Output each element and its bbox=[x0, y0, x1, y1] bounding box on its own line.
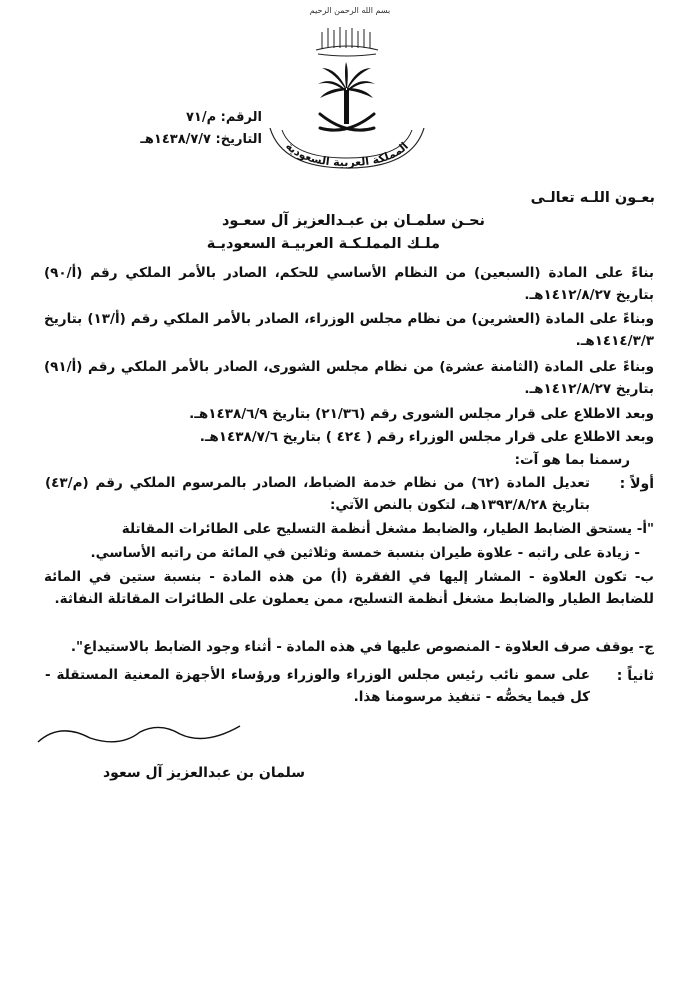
article-1-label: أولاً : bbox=[619, 476, 654, 492]
ref-number-label: الرقم: bbox=[220, 110, 262, 125]
ref-number-value: م/٧١ bbox=[185, 110, 217, 125]
preamble-3: وبناءً على المادة (الثامنة عشرة) من نظام مجلس الشورى، الصادر بالأمر الملكي رقم (أ/٩١) بتاريخ ١٤١٢/٨/٢٧هـ. bbox=[44, 359, 654, 397]
intro-line-3: ملـك المملـكـة العربيـة السعوديـة bbox=[206, 236, 440, 252]
basmala: بسم الله الرحمن الرحيم bbox=[309, 6, 391, 15]
preamble-4: وبعد الاطلاع على قرار مجلس الشورى رقم (٢١/٣٦) بتاريخ ١٤٣٨/٦/٩هـ. bbox=[189, 406, 654, 422]
decree-intro: رسمنا بما هو آت: bbox=[514, 452, 630, 468]
clause-a-1: "أ- يستحق الضابط الطيار، والضابط مشغل أنظمة التسليح على الطائرات المقاتلة bbox=[121, 521, 654, 537]
intro-line-2: نحـن سلمـان بن عبـدالعزيز آل سعـود bbox=[221, 213, 485, 229]
article-2-label: ثانياً : bbox=[616, 668, 654, 684]
handwritten-signature bbox=[30, 712, 250, 752]
saudi-emblem-icon bbox=[262, 18, 432, 170]
shahada-calligraphy bbox=[316, 27, 378, 56]
arch-band bbox=[270, 128, 424, 169]
intro-line-1: بعـون اللـه تعالـى bbox=[530, 190, 655, 206]
clause-c: ج- يوقف صرف العلاوة - المنصوص عليها في هذه المادة - أثناء وجود الضابط بالاستيداع". bbox=[70, 639, 654, 655]
signer-name: سلمان بن عبدالعزيز آل سعود bbox=[102, 765, 305, 781]
svg-text:المملكة العربية السعودية bbox=[283, 140, 411, 170]
clause-b: ب- تكون العلاوة - المشار إليها في الفقرة (أ) من هذه المادة - بنسبة ستين في المائة للضابط الطيار والضابط مشغل أنظمة التسليح، ممن يعملون على الطائرات المقاتلة النفاثة. bbox=[44, 569, 654, 607]
ref-date-row bbox=[112, 129, 262, 151]
article-1-text: تعديل المادة (٦٢) من نظام خدمة الضباط، الصادر بالمرسوم الملكي رقم (م/٤٣) بتاريخ ١٣٩٣/٨/٢٨هـ، لتكون بالنص الآتي: bbox=[45, 475, 591, 513]
emblem-arch-text: المملكة العربية السعودية bbox=[283, 139, 411, 170]
clause-a-2: - زيادة على راتبه - علاوة طيران بنسبة خمسة وثلاثين في المائة من راتبه الأساسي. bbox=[90, 545, 640, 561]
preamble-1: بناءً على المادة (السبعين) من النظام الأساسي للحكم، الصادر بالأمر الملكي رقم (أ/٩٠) بتاريخ ١٤١٢/٨/٢٧هـ. bbox=[44, 265, 654, 303]
preamble-5: وبعد الاطلاع على قرار مجلس الوزراء رقم ( ٤٢٤ ) بتاريخ ١٤٣٨/٧/٦هـ. bbox=[199, 429, 654, 445]
preamble-2: وبناءً على المادة (العشرين) من نظام مجلس الوزراء، الصادر بالأمر الملكي رقم (أ/١٣) بتاريخ ١٤١٤/٣/٣هـ. bbox=[44, 311, 654, 349]
palm-tree bbox=[318, 62, 375, 124]
article-2-text: على سمو نائب رئيس مجلس الوزراء والوزراء ورؤساء الأجهزة المعنية المستقلة - كل فيما يخصُّه - تنفيذ مرسومنا هذا. bbox=[45, 667, 590, 705]
ref-date-value: ١٤٣٨/٧/٧هـ bbox=[140, 132, 211, 147]
ref-number-row bbox=[112, 107, 262, 129]
reference-block bbox=[112, 107, 262, 151]
ref-date-label: التاريخ: bbox=[215, 132, 262, 147]
